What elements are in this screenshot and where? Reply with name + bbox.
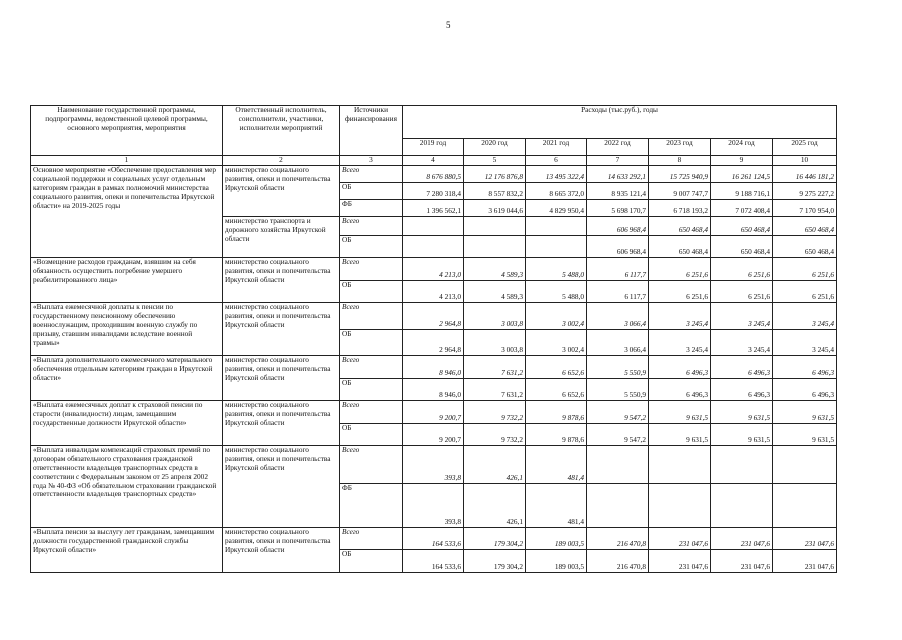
responsible-executor: министерство социального развития, опеки и попечительства Иркутской области xyxy=(223,446,340,528)
value-cell: 16 446 181,2 xyxy=(773,166,837,183)
value-cell: 4 213,0 xyxy=(403,258,464,281)
value-cell: 16 261 124,5 xyxy=(711,166,773,183)
source-cell: Всего xyxy=(340,303,403,330)
table-row xyxy=(31,166,837,183)
measure-name: «Возмещение расходов гражданам, взявшим на себя обязанность осуществить погребение умершего реабилитированного лица» xyxy=(31,258,223,303)
value-cell: 3 003,8 xyxy=(464,330,526,356)
page-number: 5 xyxy=(446,20,451,30)
value-cell: 6 251,6 xyxy=(773,281,837,303)
value-cell xyxy=(649,484,711,528)
table-row xyxy=(31,303,837,330)
value-cell: 9 732,2 xyxy=(464,424,526,446)
value-cell: 6 652,6 xyxy=(526,356,587,379)
source-cell: ОБ xyxy=(340,379,403,401)
source-cell: Всего xyxy=(340,446,403,484)
value-cell: 231 047,6 xyxy=(773,528,837,550)
source-cell: Всего xyxy=(340,217,403,236)
value-cell: 4 589,3 xyxy=(464,258,526,281)
value-cell: 8 665 372,0 xyxy=(526,183,587,200)
value-cell: 5 488,0 xyxy=(526,281,587,303)
value-cell: 2 964,8 xyxy=(403,303,464,330)
value-cell: 7 280 318,4 xyxy=(403,183,464,200)
value-cell: 650 468,4 xyxy=(649,236,711,258)
column-number: 10 xyxy=(773,156,837,166)
value-cell: 481,4 xyxy=(526,446,587,484)
source-cell: ФБ xyxy=(340,200,403,217)
value-cell: 189 003,5 xyxy=(526,550,587,573)
header-sources: Источники финансирования xyxy=(340,106,403,156)
value-cell: 14 633 292,1 xyxy=(587,166,649,183)
column-number: 1 xyxy=(31,156,223,166)
value-cell: 426,1 xyxy=(464,446,526,484)
value-cell: 12 176 876,8 xyxy=(464,166,526,183)
value-cell xyxy=(711,446,773,484)
value-cell: 9 200,7 xyxy=(403,401,464,424)
value-cell xyxy=(526,236,587,258)
value-cell: 13 495 322,4 xyxy=(526,166,587,183)
value-cell: 6 496,3 xyxy=(649,379,711,401)
column-number: 7 xyxy=(587,156,649,166)
value-cell xyxy=(403,236,464,258)
source-cell: ОБ xyxy=(340,281,403,303)
value-cell xyxy=(649,446,711,484)
measure-name: Основное мероприятие «Обеспечение предоставления мер социальной поддержки и социальных услуг отдельным категориям граждан в рамках полномочий министерства социального развития, опеки и попечительства Иркутской области» на 2019-2025 годы xyxy=(31,166,223,258)
value-cell: 9 547,2 xyxy=(587,424,649,446)
source-cell: ОБ xyxy=(340,236,403,258)
value-cell: 606 968,4 xyxy=(587,236,649,258)
value-cell: 6 117,7 xyxy=(587,281,649,303)
value-cell: 6 251,6 xyxy=(711,281,773,303)
value-cell: 164 533,6 xyxy=(403,550,464,573)
source-cell: ОБ xyxy=(340,550,403,573)
value-cell: 3 245,4 xyxy=(773,330,837,356)
header-year: 2020 год xyxy=(464,139,526,156)
value-cell: 231 047,6 xyxy=(773,550,837,573)
source-cell: ОБ xyxy=(340,424,403,446)
value-cell: 650 468,4 xyxy=(649,217,711,236)
value-cell: 3 245,4 xyxy=(773,303,837,330)
value-cell: 6 496,3 xyxy=(773,356,837,379)
value-cell: 9 732,2 xyxy=(464,401,526,424)
value-cell: 650 468,4 xyxy=(711,236,773,258)
value-cell: 216 470,8 xyxy=(587,550,649,573)
value-cell: 231 047,6 xyxy=(711,550,773,573)
value-cell: 3 619 044,6 xyxy=(464,200,526,217)
value-cell: 8 946,0 xyxy=(403,379,464,401)
value-cell: 3 245,4 xyxy=(711,303,773,330)
responsible-executor: министерство социального развития, опеки и попечительства Иркутской области xyxy=(223,303,340,356)
value-cell: 9 188 716,1 xyxy=(711,183,773,200)
header-name: Наименование государственной программы, подпрограммы, ведомственной целевой программы, основного мероприятия, мероприятия xyxy=(31,106,223,156)
table-row xyxy=(31,446,837,484)
source-cell: Всего xyxy=(340,258,403,281)
value-cell xyxy=(587,484,649,528)
value-cell xyxy=(403,217,464,236)
value-cell: 8 946,0 xyxy=(403,356,464,379)
header-year: 2023 год xyxy=(649,139,711,156)
value-cell: 231 047,6 xyxy=(649,528,711,550)
value-cell: 9 631,5 xyxy=(649,424,711,446)
measure-name: «Выплата дополнительного ежемесячного материального обеспечения отдельным категориям граждан в Иркутской области» xyxy=(31,356,223,401)
value-cell xyxy=(711,484,773,528)
value-cell: 7 631,2 xyxy=(464,356,526,379)
header-year: 2024 год xyxy=(711,139,773,156)
value-cell: 6 251,6 xyxy=(711,258,773,281)
column-number: 4 xyxy=(403,156,464,166)
value-cell: 481,4 xyxy=(526,484,587,528)
value-cell: 4 829 950,4 xyxy=(526,200,587,217)
table-row xyxy=(31,401,837,424)
value-cell: 650 468,4 xyxy=(773,236,837,258)
value-cell: 3 003,8 xyxy=(464,303,526,330)
value-cell: 6 251,6 xyxy=(649,281,711,303)
table-row xyxy=(31,356,837,379)
value-cell: 15 725 940,9 xyxy=(649,166,711,183)
responsible-executor: министерство социального развития, опеки и попечительства Иркутской области xyxy=(223,528,340,573)
value-cell: 426,1 xyxy=(464,484,526,528)
value-cell: 9 275 227,2 xyxy=(773,183,837,200)
value-cell: 3 066,4 xyxy=(587,303,649,330)
value-cell: 650 468,4 xyxy=(711,217,773,236)
value-cell: 6 496,3 xyxy=(711,356,773,379)
value-cell: 164 533,6 xyxy=(403,528,464,550)
value-cell: 8 935 121,4 xyxy=(587,183,649,200)
value-cell: 5 550,9 xyxy=(587,379,649,401)
value-cell: 9 631,5 xyxy=(711,424,773,446)
value-cell: 9 007 747,7 xyxy=(649,183,711,200)
value-cell xyxy=(526,217,587,236)
value-cell: 4 589,3 xyxy=(464,281,526,303)
responsible-executor: министерство транспорта и дорожного хозяйства Иркутской области xyxy=(223,217,340,258)
value-cell: 179 304,2 xyxy=(464,550,526,573)
table-row xyxy=(31,528,837,550)
header-expenses: Расходы (тыс.руб.), годы xyxy=(403,106,837,139)
value-cell xyxy=(773,446,837,484)
source-cell: ОБ xyxy=(340,330,403,356)
value-cell: 9 631,5 xyxy=(649,401,711,424)
table-row xyxy=(31,258,837,281)
source-cell: Всего xyxy=(340,356,403,379)
value-cell: 6 718 193,2 xyxy=(649,200,711,217)
value-cell: 179 304,2 xyxy=(464,528,526,550)
column-number: 2 xyxy=(223,156,340,166)
value-cell: 7 072 408,4 xyxy=(711,200,773,217)
value-cell: 8 557 832,2 xyxy=(464,183,526,200)
header-column-numbers xyxy=(31,156,837,166)
header-responsible: Ответственный исполнитель, соисполнители, участники, исполнители мероприятий xyxy=(223,106,340,156)
value-cell: 9 631,5 xyxy=(773,424,837,446)
value-cell: 6 652,6 xyxy=(526,379,587,401)
value-cell: 6 117,7 xyxy=(587,258,649,281)
value-cell: 9 631,5 xyxy=(773,401,837,424)
value-cell: 2 964,8 xyxy=(403,330,464,356)
responsible-executor: министерство социального развития, опеки и попечительства Иркутской области xyxy=(223,258,340,303)
budget-table xyxy=(30,105,837,573)
value-cell xyxy=(587,446,649,484)
value-cell: 6 496,3 xyxy=(773,379,837,401)
value-cell: 9 200,7 xyxy=(403,424,464,446)
value-cell: 9 878,6 xyxy=(526,424,587,446)
value-cell: 231 047,6 xyxy=(649,550,711,573)
measure-name: «Выплата пенсии за выслугу лет гражданам, замещавшим должности государственной гражданской службы Иркутской области» xyxy=(31,528,223,573)
value-cell: 7 631,2 xyxy=(464,379,526,401)
value-cell: 9 878,6 xyxy=(526,401,587,424)
value-cell: 216 470,8 xyxy=(587,528,649,550)
column-number: 3 xyxy=(340,156,403,166)
responsible-executor: министерство социального развития, опеки и попечительства Иркутской области xyxy=(223,356,340,401)
value-cell: 6 496,3 xyxy=(711,379,773,401)
source-cell: Всего xyxy=(340,528,403,550)
value-cell: 3 245,4 xyxy=(649,303,711,330)
column-number: 6 xyxy=(526,156,587,166)
value-cell: 189 003,5 xyxy=(526,528,587,550)
responsible-executor: министерство социального развития, опеки и попечительства Иркутской области xyxy=(223,401,340,446)
value-cell xyxy=(464,236,526,258)
value-cell: 3 002,4 xyxy=(526,303,587,330)
source-cell: ФБ xyxy=(340,484,403,528)
value-cell: 393,8 xyxy=(403,484,464,528)
value-cell: 9 547,2 xyxy=(587,401,649,424)
source-cell: Всего xyxy=(340,166,403,183)
value-cell: 606 968,4 xyxy=(587,217,649,236)
value-cell: 3 002,4 xyxy=(526,330,587,356)
column-number: 9 xyxy=(711,156,773,166)
value-cell: 5 488,0 xyxy=(526,258,587,281)
table-body xyxy=(31,166,837,573)
value-cell: 393,8 xyxy=(403,446,464,484)
column-number: 8 xyxy=(649,156,711,166)
header-year: 2022 год xyxy=(587,139,649,156)
value-cell: 4 213,0 xyxy=(403,281,464,303)
value-cell: 6 251,6 xyxy=(649,258,711,281)
header-year: 2019 год xyxy=(403,139,464,156)
value-cell: 3 245,4 xyxy=(649,330,711,356)
value-cell: 5 550,9 xyxy=(587,356,649,379)
responsible-executor: министерство социального развития, опеки и попечительства Иркутской области xyxy=(223,166,340,217)
header-year: 2025 год xyxy=(773,139,837,156)
value-cell: 3 245,4 xyxy=(711,330,773,356)
source-cell: Всего xyxy=(340,401,403,424)
value-cell: 3 066,4 xyxy=(587,330,649,356)
value-cell xyxy=(773,484,837,528)
value-cell: 1 396 562,1 xyxy=(403,200,464,217)
measure-name: «Выплата ежемесячных доплат к страховой пенсии по старости (инвалидности) лицам, замещавшим государственные должности Иркутской области» xyxy=(31,401,223,446)
value-cell: 6 496,3 xyxy=(649,356,711,379)
value-cell: 5 698 170,7 xyxy=(587,200,649,217)
value-cell xyxy=(464,217,526,236)
source-cell: ОБ xyxy=(340,183,403,200)
value-cell: 650 468,4 xyxy=(773,217,837,236)
value-cell: 6 251,6 xyxy=(773,258,837,281)
measure-name: «Выплата ежемесячной доплаты к пенсии по государственному пенсионному обеспечению военнослужащим, проходившим военную службу по призыву, ставшим инвалидами вследствие военной травмы» xyxy=(31,303,223,356)
value-cell: 7 170 954,0 xyxy=(773,200,837,217)
column-number: 5 xyxy=(464,156,526,166)
value-cell: 9 631,5 xyxy=(711,401,773,424)
header-year: 2021 год xyxy=(526,139,587,156)
measure-name: «Выплата инвалидам компенсаций страховых премий по договорам обязательного страхования гражданской ответственности владельцев транспортных средств в соответствии с Федеральным законом от 25 апреля 2002 года № 40-ФЗ «Об обязательном страховании гражданской ответственности владельцев транспортных средств» xyxy=(31,446,223,528)
value-cell: 231 047,6 xyxy=(711,528,773,550)
value-cell: 8 676 880,5 xyxy=(403,166,464,183)
